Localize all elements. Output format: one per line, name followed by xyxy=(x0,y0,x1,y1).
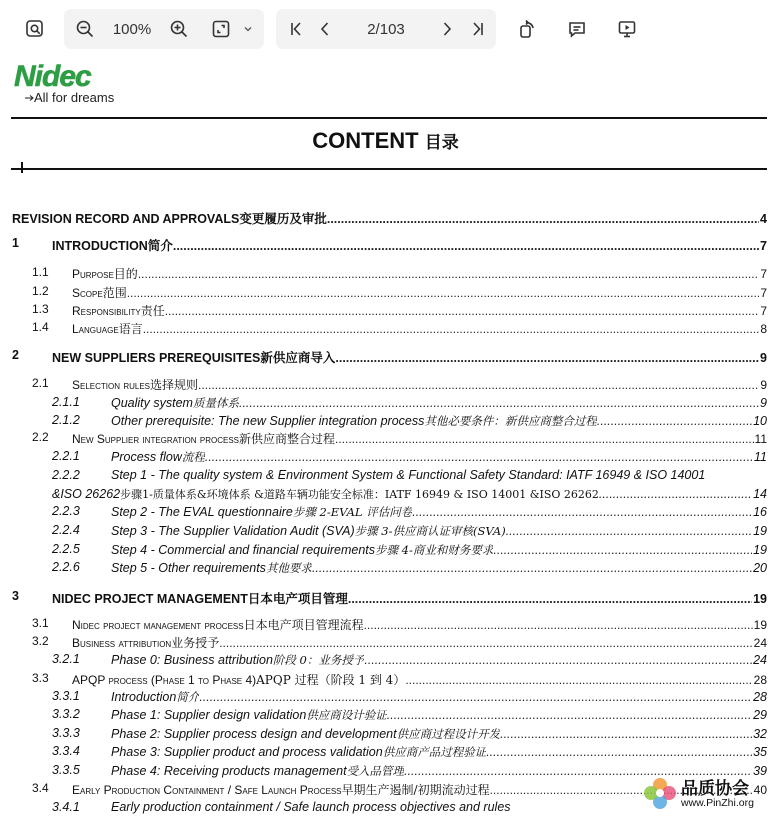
toc-entry-title-zh: 新供应商整合过程 xyxy=(239,432,336,446)
toc-entry-title-zh: 范围 xyxy=(102,286,127,300)
comment-icon[interactable] xyxy=(561,9,593,49)
toc-entry[interactable] xyxy=(111,542,767,558)
toc-page-number: 7 xyxy=(760,304,767,318)
toc-number: 1 xyxy=(12,236,19,250)
toc-number: 1.3 xyxy=(32,302,49,316)
page-title xyxy=(0,128,771,154)
presentation-icon[interactable] xyxy=(611,9,643,49)
divider-tick xyxy=(21,162,23,173)
toc-entry-title-zh: 日本电产项目管理流程 xyxy=(243,618,364,632)
toc-number: 1.4 xyxy=(32,320,49,334)
toc-page-number: 8 xyxy=(760,322,767,336)
toc-entry-title-zh: 业务授予 xyxy=(171,636,220,650)
toc-entry-title: Step 4 - Commercial and financial requirements xyxy=(111,543,376,557)
toc-leader-dots xyxy=(127,286,760,300)
toc-entry[interactable] xyxy=(52,236,767,254)
toc-number: 2.2.2 xyxy=(52,468,80,482)
toc-entry-title: Introduction xyxy=(111,690,177,704)
toc-entry-title-zh: 步骤1-质量体系&环境体系 &道路车辆功能安全标准：IATF 16949 & ISO 14001 &ISO 26262 xyxy=(120,488,599,501)
toc-page-number: 32 xyxy=(753,727,767,741)
toc-entry-title-zh: 其他要求 xyxy=(265,561,312,575)
title-divider xyxy=(11,168,767,170)
toc-number: 3.3 xyxy=(32,671,49,685)
first-page-icon[interactable] xyxy=(282,9,312,49)
toc-number: 2.1.2 xyxy=(52,413,80,427)
toc-entry-title-zh: 流程 xyxy=(181,450,205,464)
toc-entry[interactable] xyxy=(111,707,767,723)
toc-entry-title: Phase 3: Supplier product and process validation xyxy=(111,745,383,759)
toc-page-number: 24 xyxy=(753,653,767,667)
toc-entry-title-zh: 早期生产遏制/初期流动过程 xyxy=(341,783,490,797)
toc-entry-title: &ISO 26262 xyxy=(52,487,121,501)
fit-page-icon[interactable] xyxy=(206,9,236,49)
zoom-in-icon[interactable] xyxy=(164,9,194,49)
toc-entry[interactable] xyxy=(111,560,767,576)
toc-entry-title: New Supplier integration process xyxy=(72,432,239,446)
toc-entry-title-zh: 供应商设计验证 xyxy=(306,708,387,722)
toc-entry[interactable] xyxy=(111,523,767,539)
toc-entry-title: Step 3 - The Supplier Validation Audit (SVA) xyxy=(111,524,355,538)
toc-entry-title-zh: 其他必要条件：新供应商整合过程 xyxy=(424,414,597,428)
toc-page-number: 11 xyxy=(754,432,767,446)
toc-entry-title: Early Production Containment / Safe Launch Process xyxy=(72,783,342,797)
toc-leader-dots xyxy=(493,543,752,557)
toc-number: 2.1 xyxy=(32,376,49,390)
toc-number: 2 xyxy=(12,348,19,362)
toc-leader-dots xyxy=(597,414,752,428)
toc-entry[interactable] xyxy=(72,671,767,688)
toc-leader-dots xyxy=(199,690,752,704)
toc-entry[interactable] xyxy=(12,209,767,227)
toc-leader-dots xyxy=(599,487,752,501)
toc-number: 3.1 xyxy=(32,616,49,630)
toc-leader-dots xyxy=(387,708,752,722)
next-page-icon[interactable] xyxy=(432,9,462,49)
watermark-title: 品质协会 xyxy=(681,779,749,799)
toc-page-number: 4 xyxy=(760,212,767,226)
toc-entry-title: Step 2 - The EVAL questionnaire xyxy=(111,505,293,519)
toc-leader-dots xyxy=(412,505,752,519)
toc-entry-title-zh: 步骤 4-商业和财务要求 xyxy=(375,543,494,557)
toc-leader-dots xyxy=(486,745,752,759)
toc-entry-title: Step 1 - The quality system & Environment System & Functional Safety Standard: IATF 16949 & ISO 14001 xyxy=(111,468,706,482)
toc-entry[interactable] xyxy=(111,652,767,668)
toc-entry-title: Process flow xyxy=(111,450,182,464)
toc-page-number: 9 xyxy=(760,351,767,365)
toc-number: 2.1.1 xyxy=(52,395,80,409)
viewer-toolbar xyxy=(0,0,771,58)
toc-entry-title: NEW SUPPLIERS PREREQUISITES xyxy=(52,351,261,365)
toc-entry-title-zh: 责任 xyxy=(140,304,165,318)
logo-tagline xyxy=(24,90,114,105)
logo-wordmark: Nidec xyxy=(14,60,91,93)
toc-number: 1.2 xyxy=(32,284,49,298)
toc-entry[interactable] xyxy=(72,376,767,393)
toc-page-number: 9 xyxy=(760,396,767,410)
watermark-url: www.PinZhi.org xyxy=(681,797,754,809)
toc-entry-title: Nidec project management process xyxy=(72,618,244,632)
toc-leader-dots xyxy=(405,673,752,687)
toc-page-number: 20 xyxy=(753,561,767,575)
toc-page-number: 19 xyxy=(753,618,767,632)
toc-entry-title-zh: 质量体系 xyxy=(192,396,239,410)
toc-number: 3.3.3 xyxy=(52,726,80,740)
tagline-arrow-icon xyxy=(24,94,34,102)
page-navigation xyxy=(276,9,496,49)
toc-page-number: 29 xyxy=(753,708,767,722)
toc-entry[interactable] xyxy=(111,468,767,482)
toc-page-number: 28 xyxy=(753,673,767,687)
watermark xyxy=(641,774,767,814)
header-divider xyxy=(11,117,767,119)
toc-number: 3.2 xyxy=(32,634,49,648)
toc-entry-title: Business attribution xyxy=(72,636,172,650)
toc-entry-title: Phase 1: Supplier design validation xyxy=(111,708,307,722)
toc-page-number: 10 xyxy=(753,414,767,428)
toc-number: 2.2.1 xyxy=(52,449,80,463)
toc-page-number: 9 xyxy=(760,378,767,392)
last-page-icon[interactable] xyxy=(462,9,492,49)
toc-entry-title: Early production containment / Safe launch process objectives and rules xyxy=(111,800,511,814)
toc-page-number: 11 xyxy=(754,450,767,464)
toc-entry[interactable] xyxy=(111,504,767,520)
toc-entry[interactable] xyxy=(52,348,767,366)
title-zh: 目录 xyxy=(424,133,459,152)
toc-number: 2.2.3 xyxy=(52,504,80,518)
toc-leader-dots xyxy=(500,727,752,741)
toc-entry[interactable] xyxy=(72,616,767,633)
toc-page-number: 16 xyxy=(753,505,767,519)
zoom-out-icon[interactable] xyxy=(70,9,100,49)
toc-entry[interactable] xyxy=(111,449,767,465)
toc-number: 2.2.5 xyxy=(52,542,80,556)
toc-number: 2.2 xyxy=(32,430,49,444)
toc-entry-continuation[interactable] xyxy=(52,486,767,502)
page-indicator[interactable]: 2/103 xyxy=(367,20,405,38)
toc-page-number: 24 xyxy=(753,636,767,650)
toc-page-number: 19 xyxy=(753,524,767,538)
toc-entry-title: Phase 2: Supplier process design and development xyxy=(111,727,397,741)
toc-leader-dots xyxy=(205,450,753,464)
toc-entry-title-zh: 日本电产项目管理 xyxy=(247,591,348,606)
toc-entry-title-zh: 供应商过程设计开发 xyxy=(396,727,501,741)
toc-leader-dots xyxy=(219,636,752,650)
toc-entry-title: Phase 0: Business attribution xyxy=(111,653,273,667)
toc-page-number: 7 xyxy=(760,267,767,281)
tagline-text: All for dreams xyxy=(34,90,115,105)
toc-entry-title-zh: 新供应商导入 xyxy=(260,350,336,365)
toc-leader-dots xyxy=(506,524,752,538)
toc-leader-dots xyxy=(198,378,759,392)
previous-page-icon[interactable] xyxy=(310,9,340,49)
toc-page-number: 7 xyxy=(760,239,767,253)
toc-number: 2.2.4 xyxy=(52,523,80,537)
toc-number: 3.2.1 xyxy=(52,652,80,666)
toc-leader-dots xyxy=(327,212,759,226)
toc-number: 3.4.1 xyxy=(52,800,80,814)
toc-page-number: 7 xyxy=(760,286,767,300)
toc-entry[interactable] xyxy=(72,634,767,651)
toc-entry-title-zh: 步骤 2-EVAL 评估问卷 xyxy=(292,505,413,519)
toc-entry[interactable] xyxy=(111,744,767,760)
toc-leader-dots xyxy=(364,653,752,667)
toc-entry-title: Quality system xyxy=(111,396,193,410)
toc-entry-title: Language xyxy=(72,322,119,336)
toc-entry-title: Other prerequisite: The new Supplier integration process xyxy=(111,414,425,428)
toc-entry-title: INTRODUCTION xyxy=(52,239,148,253)
toc-number: 3.3.4 xyxy=(52,744,80,758)
toc-leader-dots xyxy=(143,322,760,336)
toc-leader-dots xyxy=(138,267,760,281)
toc-entry-title-zh: 阶段 0：业务授予 xyxy=(272,653,365,667)
toc-number: 3.3.5 xyxy=(52,763,80,777)
toc-entry-title-zh: 受入品管理 xyxy=(346,764,405,778)
toc-entry[interactable] xyxy=(52,589,767,607)
toc-number: 3.3.1 xyxy=(52,689,80,703)
toc-leader-dots xyxy=(312,561,752,575)
toc-entry-title-zh: 变更履历及审批 xyxy=(239,211,327,226)
zoom-level[interactable]: 100% xyxy=(112,20,152,38)
toc-entry-title-zh: APQP 过程（阶段 1 到 4） xyxy=(256,673,406,687)
toc-leader-dots xyxy=(173,239,759,253)
toc-entry-title-zh: 目的 xyxy=(113,267,138,281)
toc-entry-title: Selection rules xyxy=(72,378,151,392)
watermark-flower-icon xyxy=(641,775,679,813)
toc-leader-dots xyxy=(335,351,759,365)
toc-number: 3.3.2 xyxy=(52,707,80,721)
toc-entry[interactable] xyxy=(111,413,767,429)
toc-leader-dots xyxy=(335,432,754,446)
toc-entry[interactable] xyxy=(72,265,767,282)
toc-entry[interactable] xyxy=(111,726,767,742)
toc-entry-title: Purpose xyxy=(72,267,114,281)
toc-page-number: 28 xyxy=(753,690,767,704)
title-en: CONTENT xyxy=(312,128,419,153)
toc-entry[interactable] xyxy=(72,284,767,301)
toc-entry-title: Step 5 - Other requirements xyxy=(111,561,266,575)
toc-entry-title-zh: 简介 xyxy=(176,690,200,704)
toc-page-number: 35 xyxy=(753,745,767,759)
toc-entry[interactable] xyxy=(72,430,767,447)
toc-page-number: 19 xyxy=(753,592,767,606)
toc-entry-title-zh: 简介 xyxy=(147,238,173,253)
toc-entry-title: REVISION RECORD AND APPROVALS xyxy=(12,212,240,226)
toc-entry[interactable] xyxy=(111,689,767,705)
toc-entry[interactable] xyxy=(72,320,767,337)
toc-entry[interactable] xyxy=(72,302,767,319)
zoom-controls xyxy=(64,9,264,49)
toc-page-number: 14 xyxy=(753,487,767,501)
toc-number: 1.1 xyxy=(32,265,49,279)
rotate-icon[interactable] xyxy=(511,9,543,49)
toc-page-number: 19 xyxy=(753,543,767,557)
toc-entry-title-zh: 语言 xyxy=(118,322,143,336)
toc-entry-title: Scope xyxy=(72,286,103,300)
toc-leader-dots xyxy=(165,304,760,318)
search-icon[interactable] xyxy=(18,9,52,49)
fit-dropdown-chevron-down-icon[interactable] xyxy=(238,9,258,49)
toc-number: 3.4 xyxy=(32,781,49,795)
toc-entry-title-zh: 步骤 3-供应商认证审核(SVA) xyxy=(354,524,506,538)
toc-entry[interactable] xyxy=(111,395,767,411)
toc-entry-title: Responsibility xyxy=(72,304,141,318)
toc-entry-title-zh: 选择规则 xyxy=(150,378,199,392)
toc-number: 3 xyxy=(12,589,19,603)
toc-leader-dots xyxy=(348,592,752,606)
toc-number: 2.2.6 xyxy=(52,560,80,574)
toc-leader-dots xyxy=(364,618,753,632)
toc-entry-title: NIDEC PROJECT MANAGEMENT xyxy=(52,592,248,606)
toc-entry-title: APQP process (Phase 1 to Phase 4) xyxy=(72,673,257,687)
toc-entry-title-zh: 供应商产品过程验证 xyxy=(382,745,487,759)
toc-page-number: 39 xyxy=(753,764,767,778)
toc-entry-title: Phase 4: Receiving products management xyxy=(111,764,347,778)
document-page xyxy=(0,58,771,816)
toc-page-number: 40 xyxy=(753,783,767,797)
toc-leader-dots xyxy=(239,396,759,410)
